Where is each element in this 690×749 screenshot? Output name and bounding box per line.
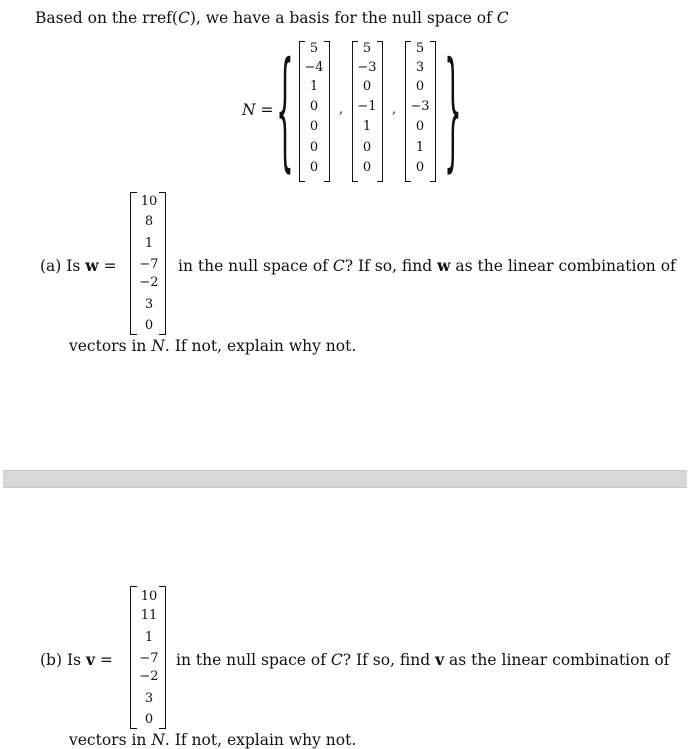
part-b-vector-cell: −2 [139, 669, 159, 684]
part-a-equals: = [103, 257, 117, 275]
part-a-vector-cell: −7 [139, 257, 159, 272]
part-b-q-var2: v [435, 650, 445, 669]
part-b-q2: ? If so, find [342, 651, 436, 669]
part-b-vector-cell: 11 [140, 608, 158, 623]
basis-v3-cell: 1 [415, 140, 425, 155]
basis-label: N [242, 101, 256, 119]
intro-var-c2: C [496, 9, 509, 27]
basis-label-row [242, 101, 274, 119]
part-a-line2 [69, 337, 356, 355]
intro-func: rref [142, 9, 172, 27]
intro-paren-close: ) [189, 9, 196, 27]
intro-paren-open: ( [171, 9, 178, 27]
part-b-line2-a: vectors in [69, 731, 152, 749]
basis-v2-cell: 5 [362, 41, 372, 56]
basis-v3-cell: 0 [415, 119, 425, 134]
intro-line [35, 9, 509, 27]
section-divider [3, 470, 687, 488]
part-a-vector-cell: 1 [144, 236, 154, 251]
part-a-q2: ? If so, find [344, 257, 438, 275]
intro-prefix: Based on the [35, 9, 143, 27]
part-b-vector-cell: 3 [144, 691, 154, 706]
part-b-var: v [85, 650, 95, 669]
part-b-question [176, 651, 669, 669]
basis-v1-cell: −4 [304, 60, 324, 75]
part-b-q3: as the linear combination of [444, 651, 670, 669]
part-a-q3: as the linear combination of [450, 257, 676, 275]
basis-v2-cell: 1 [362, 119, 372, 134]
part-a-line2-a: vectors in [69, 337, 152, 355]
basis-equals: = [260, 101, 274, 119]
basis-v1-cell: 0 [309, 160, 319, 175]
part-a-label [40, 257, 117, 275]
part-a-vector-cell: 3 [144, 297, 154, 312]
basis-v3-cell: −3 [410, 99, 430, 114]
part-b-vector-cell: −7 [139, 651, 159, 666]
part-a-question [178, 257, 676, 275]
basis-v1-cell: 0 [309, 140, 319, 155]
basis-comma-1: , [339, 102, 344, 117]
part-b-label [40, 651, 113, 669]
part-a-vector-cell: 10 [140, 194, 158, 209]
part-b-vector-cell: 1 [144, 630, 154, 645]
part-a-q-var: C [332, 257, 345, 275]
basis-comma-2: , [392, 102, 397, 117]
basis-v3-cell: 0 [415, 160, 425, 175]
part-a-vector-cell: 0 [144, 318, 154, 333]
part-a-vector-cell: 8 [144, 214, 154, 229]
basis-v2-cell: 0 [362, 140, 372, 155]
part-b-line2-var: N [151, 731, 165, 749]
basis-v3-cell: 3 [415, 60, 425, 75]
part-b-q1: in the null space of [176, 651, 331, 669]
part-a-q-var2: w [437, 256, 451, 275]
basis-v2-cell: −1 [357, 99, 377, 114]
basis-v1-cell: 0 [309, 119, 319, 134]
basis-v3-cell: 0 [415, 79, 425, 94]
basis-v1-cell: 0 [309, 99, 319, 114]
part-a-line2-var: N [151, 337, 165, 355]
part-b-equals: = [99, 651, 113, 669]
part-a-q1: in the null space of [178, 257, 333, 275]
basis-v1-cell: 5 [309, 41, 319, 56]
intro-var-c: C [177, 9, 190, 27]
basis-v2-cell: 0 [362, 160, 372, 175]
basis-v3-cell: 5 [415, 41, 425, 56]
right-brace: } [444, 34, 462, 186]
basis-v1-cell: 1 [309, 79, 319, 94]
basis-v2-cell: −3 [357, 60, 377, 75]
part-b-line2-b: . If not, explain why not. [164, 731, 357, 749]
part-a-var: w [85, 256, 99, 275]
part-b-vector-cell: 0 [144, 712, 154, 727]
part-b-line2 [69, 731, 356, 749]
basis-v2-cell: 0 [362, 79, 372, 94]
part-b-label-text: (b) Is [40, 651, 86, 669]
part-b-vector-cell: 10 [140, 589, 158, 604]
part-a-vector-cell: −2 [139, 275, 159, 290]
part-a-label-text: (a) Is [40, 257, 86, 275]
part-a-line2-b: . If not, explain why not. [164, 337, 357, 355]
part-b-q-var: C [330, 651, 343, 669]
intro-suffix: , we have a basis for the null space of [195, 9, 497, 27]
left-brace: { [276, 34, 294, 186]
